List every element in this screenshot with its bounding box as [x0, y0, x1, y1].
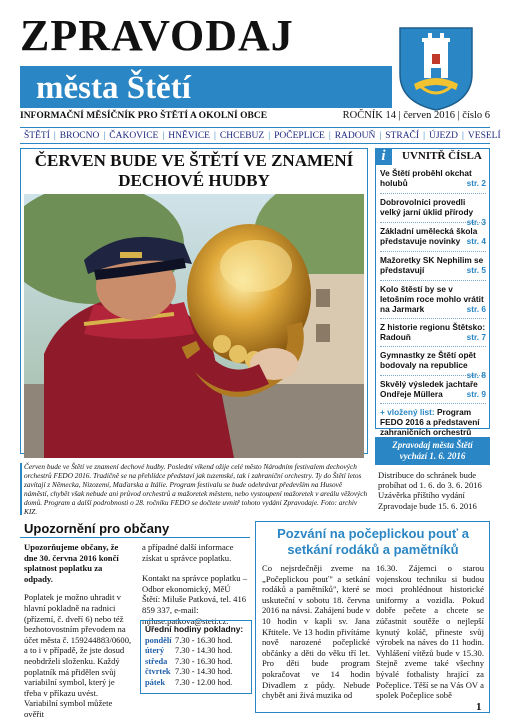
toc-divider: [380, 280, 486, 281]
release-banner: Zpravodaj města Štětí vychází 1. 6. 2016: [375, 437, 490, 465]
toc-divider: [380, 193, 486, 194]
toc-item[interactable]: Z historie regionu Štětsko: Radouň str. 7: [380, 322, 486, 342]
toc-item[interactable]: Dobrovolníci provedli velký jarní úklid přírody str. 3: [380, 197, 486, 227]
info-line: INFORMAČNÍ MĚSÍČNÍK PRO ŠTĚTÍ A OKOLNÍ OBCE: [20, 111, 268, 121]
caption-accent-bar: [20, 463, 22, 515]
toc-divider: [380, 375, 486, 376]
toc-divider: [380, 251, 486, 252]
toc-item[interactable]: Mažoretky SK Nephilim se představují str. 5: [380, 255, 486, 275]
village-item[interactable]: BROCNO: [59, 130, 100, 141]
village-item[interactable]: POČEPLICE: [274, 130, 325, 141]
invite-column-2: 16.30. Zájemci o starou vojenskou techniku si budou moci prohlédnout historické uniformy a vozidla. Pokud dobře pečete a chcete se zúčastnit soutěže o nejlepší kynutý koláč, přineste svůj výrobek na náves do 11 hodin. Vyhlášení vítězů bude v 15.30. Stejně zveme také všechny bývalé fotbalisty hrající za Počeplice. Těší se na Vás OV a spolek Počeplice sobě: [376, 563, 484, 701]
cashier-hours-box: [140, 620, 252, 694]
village-item[interactable]: ŠTĚTÍ: [24, 130, 50, 141]
toc-item[interactable]: Ve Štětí proběhl okchat holubů str. 2: [380, 168, 486, 188]
page-number: 1: [476, 701, 482, 713]
notice-title: Upozornění pro občany: [24, 521, 170, 536]
village-item[interactable]: VESELÍ: [467, 130, 501, 141]
toc-item[interactable]: Základní umělecká škola představuje novinky str. 4: [380, 226, 486, 246]
town-crest-icon: [396, 24, 476, 112]
tuba-player-photo: [24, 194, 364, 458]
village-item[interactable]: CHCEBUZ: [219, 130, 265, 141]
village-item[interactable]: RADOUŇ: [334, 130, 376, 141]
notice-lead: Upozorňujeme občany, že dne 30. června 2016 končí splatnost poplatku za odpady.: [24, 542, 119, 584]
village-nav: ŠTĚTÍ | BROCNO | ČAKOVICE | HNĚVICE | CHCEBUZ | POČEPLICE | RADOUŇ | STRAČÍ | ÚJEZD | VESELÍ: [20, 127, 490, 144]
hours-row: úterý 7.30 - 14.30 hod.: [145, 646, 233, 656]
toc-divider: [380, 403, 486, 404]
notice-column-1: [24, 542, 132, 720]
toc-item[interactable]: Kolo štěstí by se v letošním roce mohlo vrátit na Jarmark str. 6: [380, 284, 486, 314]
toc-divider: [380, 318, 486, 319]
toc-title: UVNITŘ ČÍSLA: [402, 150, 482, 162]
village-item[interactable]: HNĚVICE: [168, 130, 210, 141]
masthead-title: ZPRAVODAJ: [20, 11, 294, 60]
invite-title: Pozvání na počeplickou pouť a setkání rodáků a pamětníků: [277, 526, 469, 557]
hours-row: pátek 7.30 - 12.00 hod.: [145, 677, 233, 687]
toc-divider: [380, 222, 486, 223]
hours-row: středa 7.30 - 16.30 hod.: [145, 656, 233, 666]
notice-body: Poplatek je možno uhradit v hlavní pokladně na radnici (přízemí, č. dveří 6) nebo též bezhotovostním převodem na účet města č. 159244883/0600, a to i v případě, že jste dosud neobdrželi složenku. Každý poplatník má přidělen svůj variabilní symbol, který je třeba v příkazu uvést. Variabilní symbol můžete ověřit: [24, 592, 132, 719]
toc-item[interactable]: Gymnastky ze Štětí opět bodovaly na republice str. 8: [380, 350, 486, 380]
hours-title: Úřední hodiny pokladny:: [145, 624, 244, 634]
photo-caption: Červen bude ve Štětí ve znamení dechové hudby. Poslední víkend ožije celé město Národním festivalem dechových orchestrů FEDO 2016. Tradičně se na přehlídce představí jak tuzemské, tak i zahraniční orchestry. Ty do Štětí letos zavítají z Německa, Nizozemí, Maďarska a Itálie. Program festivalu se bude odehrávat především na Husově náměstí, chybět však nebude ani průvod orchestrů a mažoretek městem, nebo vystoupení mažoretek v areálu věžových domů. Program a další podrobnosti o 28. ročníku FEDO se dočtete uvnitř tohoto vydání Zpravodaje. Foto: archiv KIZ.: [24, 462, 368, 516]
masthead-subtitle: města Štětí: [36, 70, 191, 106]
notice-continued: a případné další informace získat u správce poplatku.: [142, 542, 234, 563]
toc-divider: [380, 346, 486, 347]
toc-item[interactable]: Skvělý výsledek jachtaře Ondřeje Müllera str. 9: [380, 379, 486, 399]
village-item[interactable]: ÚJEZD: [428, 130, 458, 141]
info-icon: i: [375, 148, 392, 165]
hours-row: čtvrtek 7.30 - 14.30 hod.: [145, 667, 233, 677]
village-item[interactable]: ČAKOVICE: [109, 130, 159, 141]
notice-column-2: [142, 542, 250, 626]
main-headline: ČERVEN BUDE VE ŠTĚTÍ VE ZNAMENÍ DECHOVÉ HUDBY: [34, 151, 354, 190]
issue-line: ROČNÍK 14 | červen 2016 | číslo 6: [342, 110, 490, 121]
release-info: Distribuce do schránek bude probíhat od 1. 6. do 3. 6. 2016 Uzávěrka příštího vydání Zpravodaje bude 15. 6. 2016: [378, 470, 482, 511]
village-item[interactable]: STRAČÍ: [385, 130, 420, 141]
hours-row: pondělí 7.30 - 16.30 hod.: [145, 636, 233, 645]
invite-column-1: Co nejsrdečněji zveme na „Počeplickou pouť" a setkání rodáků a pamětníků", které se uskuteční v sobotu 18. června 2016 na návsi. Zahájení bude v 10 hodin v kapli sv. Jana Křtitele. Ve 13 hodin přivítáme nově narozené počeplické občánky a děti do věku tří let. Pro děti bude program pokračovat ve 14 hodin Divadlem z půdy. Nebude chybět ani živá muzika od: [262, 563, 370, 701]
notice-title-rule: [20, 537, 250, 538]
notice-contact: Kontakt na správce poplatku – Odbor ekonomický, MěÚ Štětí: Miluše Patková, tel. 416 859 337, e-mail: miluse.patkova@steti.cz.: [142, 573, 248, 626]
toc-insert-item[interactable]: + vložený list: Program FEDO 2016 a představení zahraničních orchestrů: [380, 407, 480, 437]
